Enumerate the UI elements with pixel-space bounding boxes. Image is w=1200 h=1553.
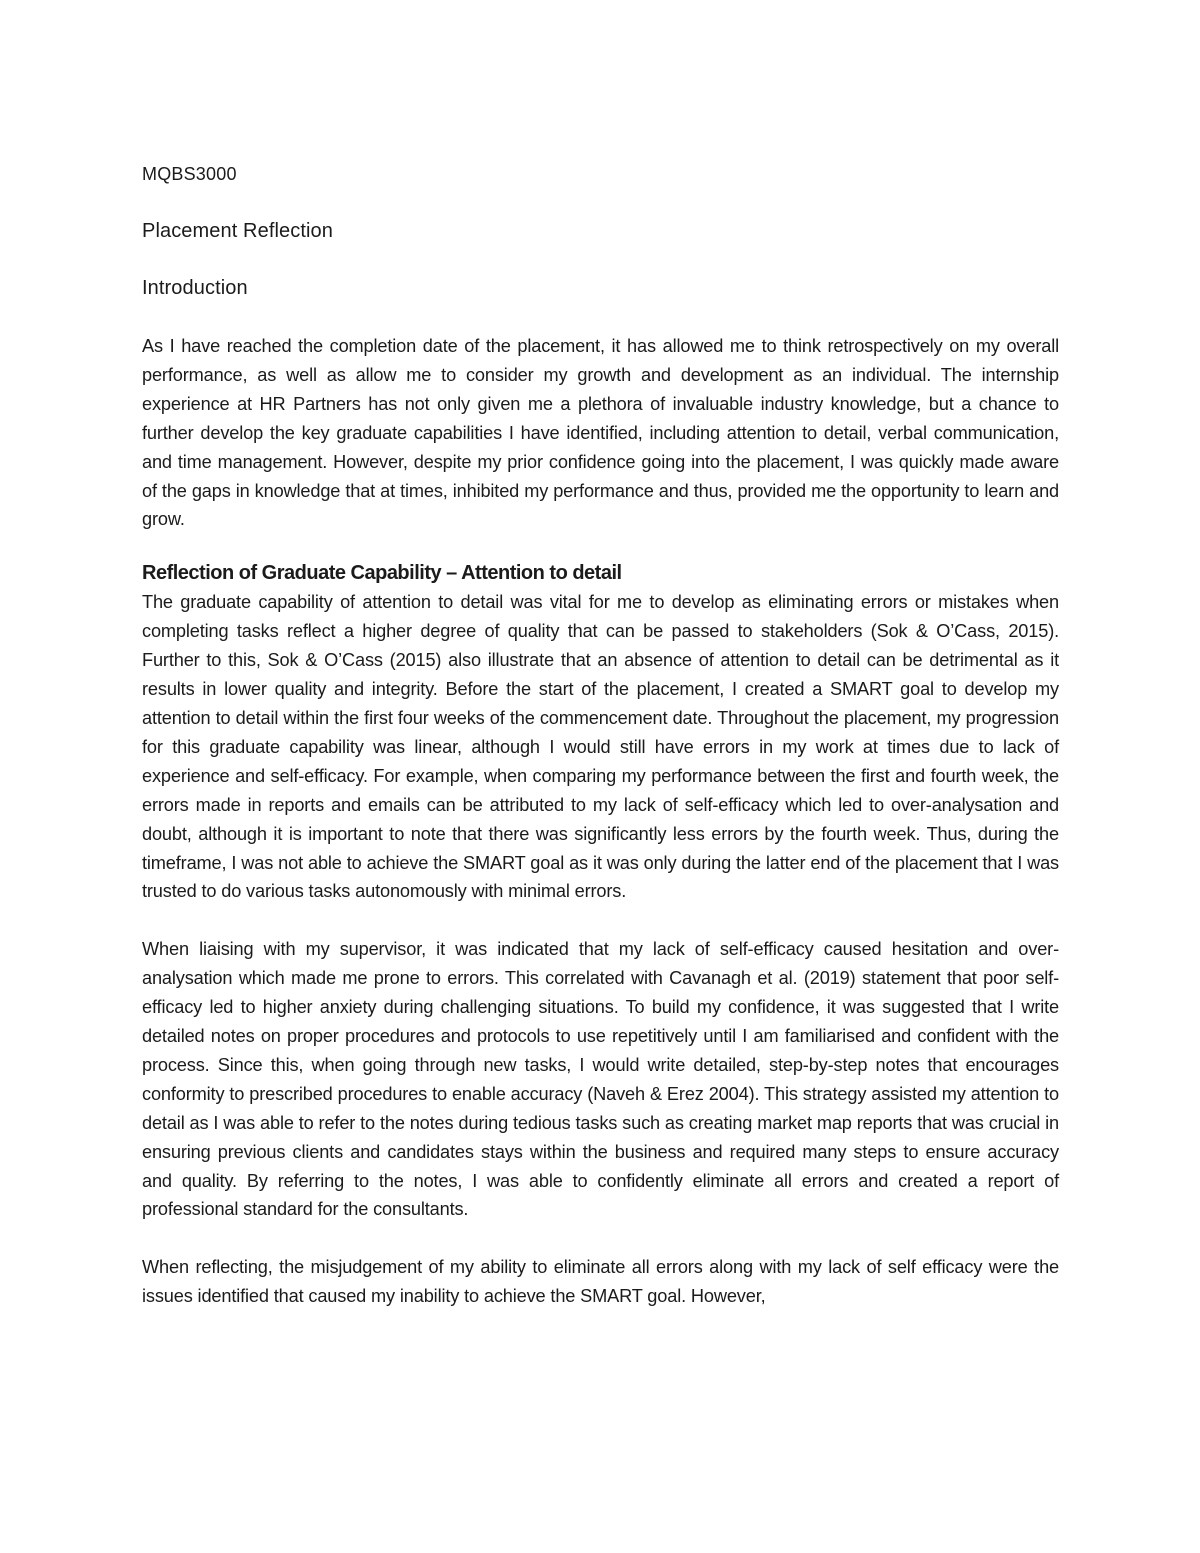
introduction-paragraph: As I have reached the completion date of the placement, it has allowed me to think retrospectively on my overall performance, as well as allow me to consider my growth and development as an individual. The internship experience at HR Partners has not only given me a plethora of invaluable industry knowledge, but a chance to further develop the key graduate capabilities I have identified, including attention to detail, verbal communication, and time management. However, despite my prior confidence going into the placement, I was quickly made aware of the gaps in knowledge that at times, inhibited my performance and thus, provided me the opportunity to learn and grow. [142,336,1059,530]
document-body [142,160,1059,1311]
course-code: MQBS3000 [142,164,237,184]
introduction-heading: Introduction [142,277,248,299]
section-heading-attention-to-detail: Reflection of Graduate Capability – Attention to detail [142,562,622,585]
section-paragraph-2: When liaising with my supervisor, it was indicated that my lack of self-efficacy caused hesitation and over-analysation which made me prone to errors. This correlated with Cavanagh et al. (2019) statement that poor self-efficacy led to higher anxiety during challenging situations. To build my confidence, it was suggested that I write detailed notes on proper procedures and protocols to use repetitively until I am familiarised and confident with the process. Since this, when going through new tasks, I would write detailed, step-by-step notes that encourages conformity to prescribed procedures to enable accuracy (Naveh & Erez 2004). This strategy assisted my attention to detail as I was able to refer to the notes during tedious tasks such as creating market map reports that was crucial in ensuring previous clients and candidates stays within the business and required many steps to ensure accuracy and quality. By referring to the notes, I was able to confidently eliminate all errors and created a report of professional standard for the consultants. [142,939,1059,1220]
section-paragraph-1: The graduate capability of attention to detail was vital for me to develop as eliminating errors or mistakes when completing tasks reflect a higher degree of quality that can be passed to stakeholders (Sok & O’Cass, 2015). Further to this, Sok & O’Cass (2015) also illustrate that an absence of attention to detail can be detrimental as it results in lower quality and integrity. Before the start of the placement, I created a SMART goal to develop my attention to detail within the first four weeks of the commencement date. Throughout the placement, my progression for this graduate capability was linear, although I would still have errors in my work at times due to lack of experience and self-efficacy. For example, when comparing my performance between the first and fourth week, the errors made in reports and emails can be attributed to my lack of self-efficacy which led to over-analysation and doubt, although it is important to note that there was significantly less errors by the fourth week. Thus, during the timeframe, I was not able to achieve the SMART goal as it was only during the latter end of the placement that I was trusted to do various tasks autonomously with minimal errors. [142,592,1059,902]
document-title: Placement Reflection [142,220,333,242]
section-paragraph-3: When reflecting, the misjudgement of my ability to eliminate all errors along with my lack of self efficacy were the issues identified that caused my inability to achieve the SMART goal. However, [142,1257,1059,1307]
